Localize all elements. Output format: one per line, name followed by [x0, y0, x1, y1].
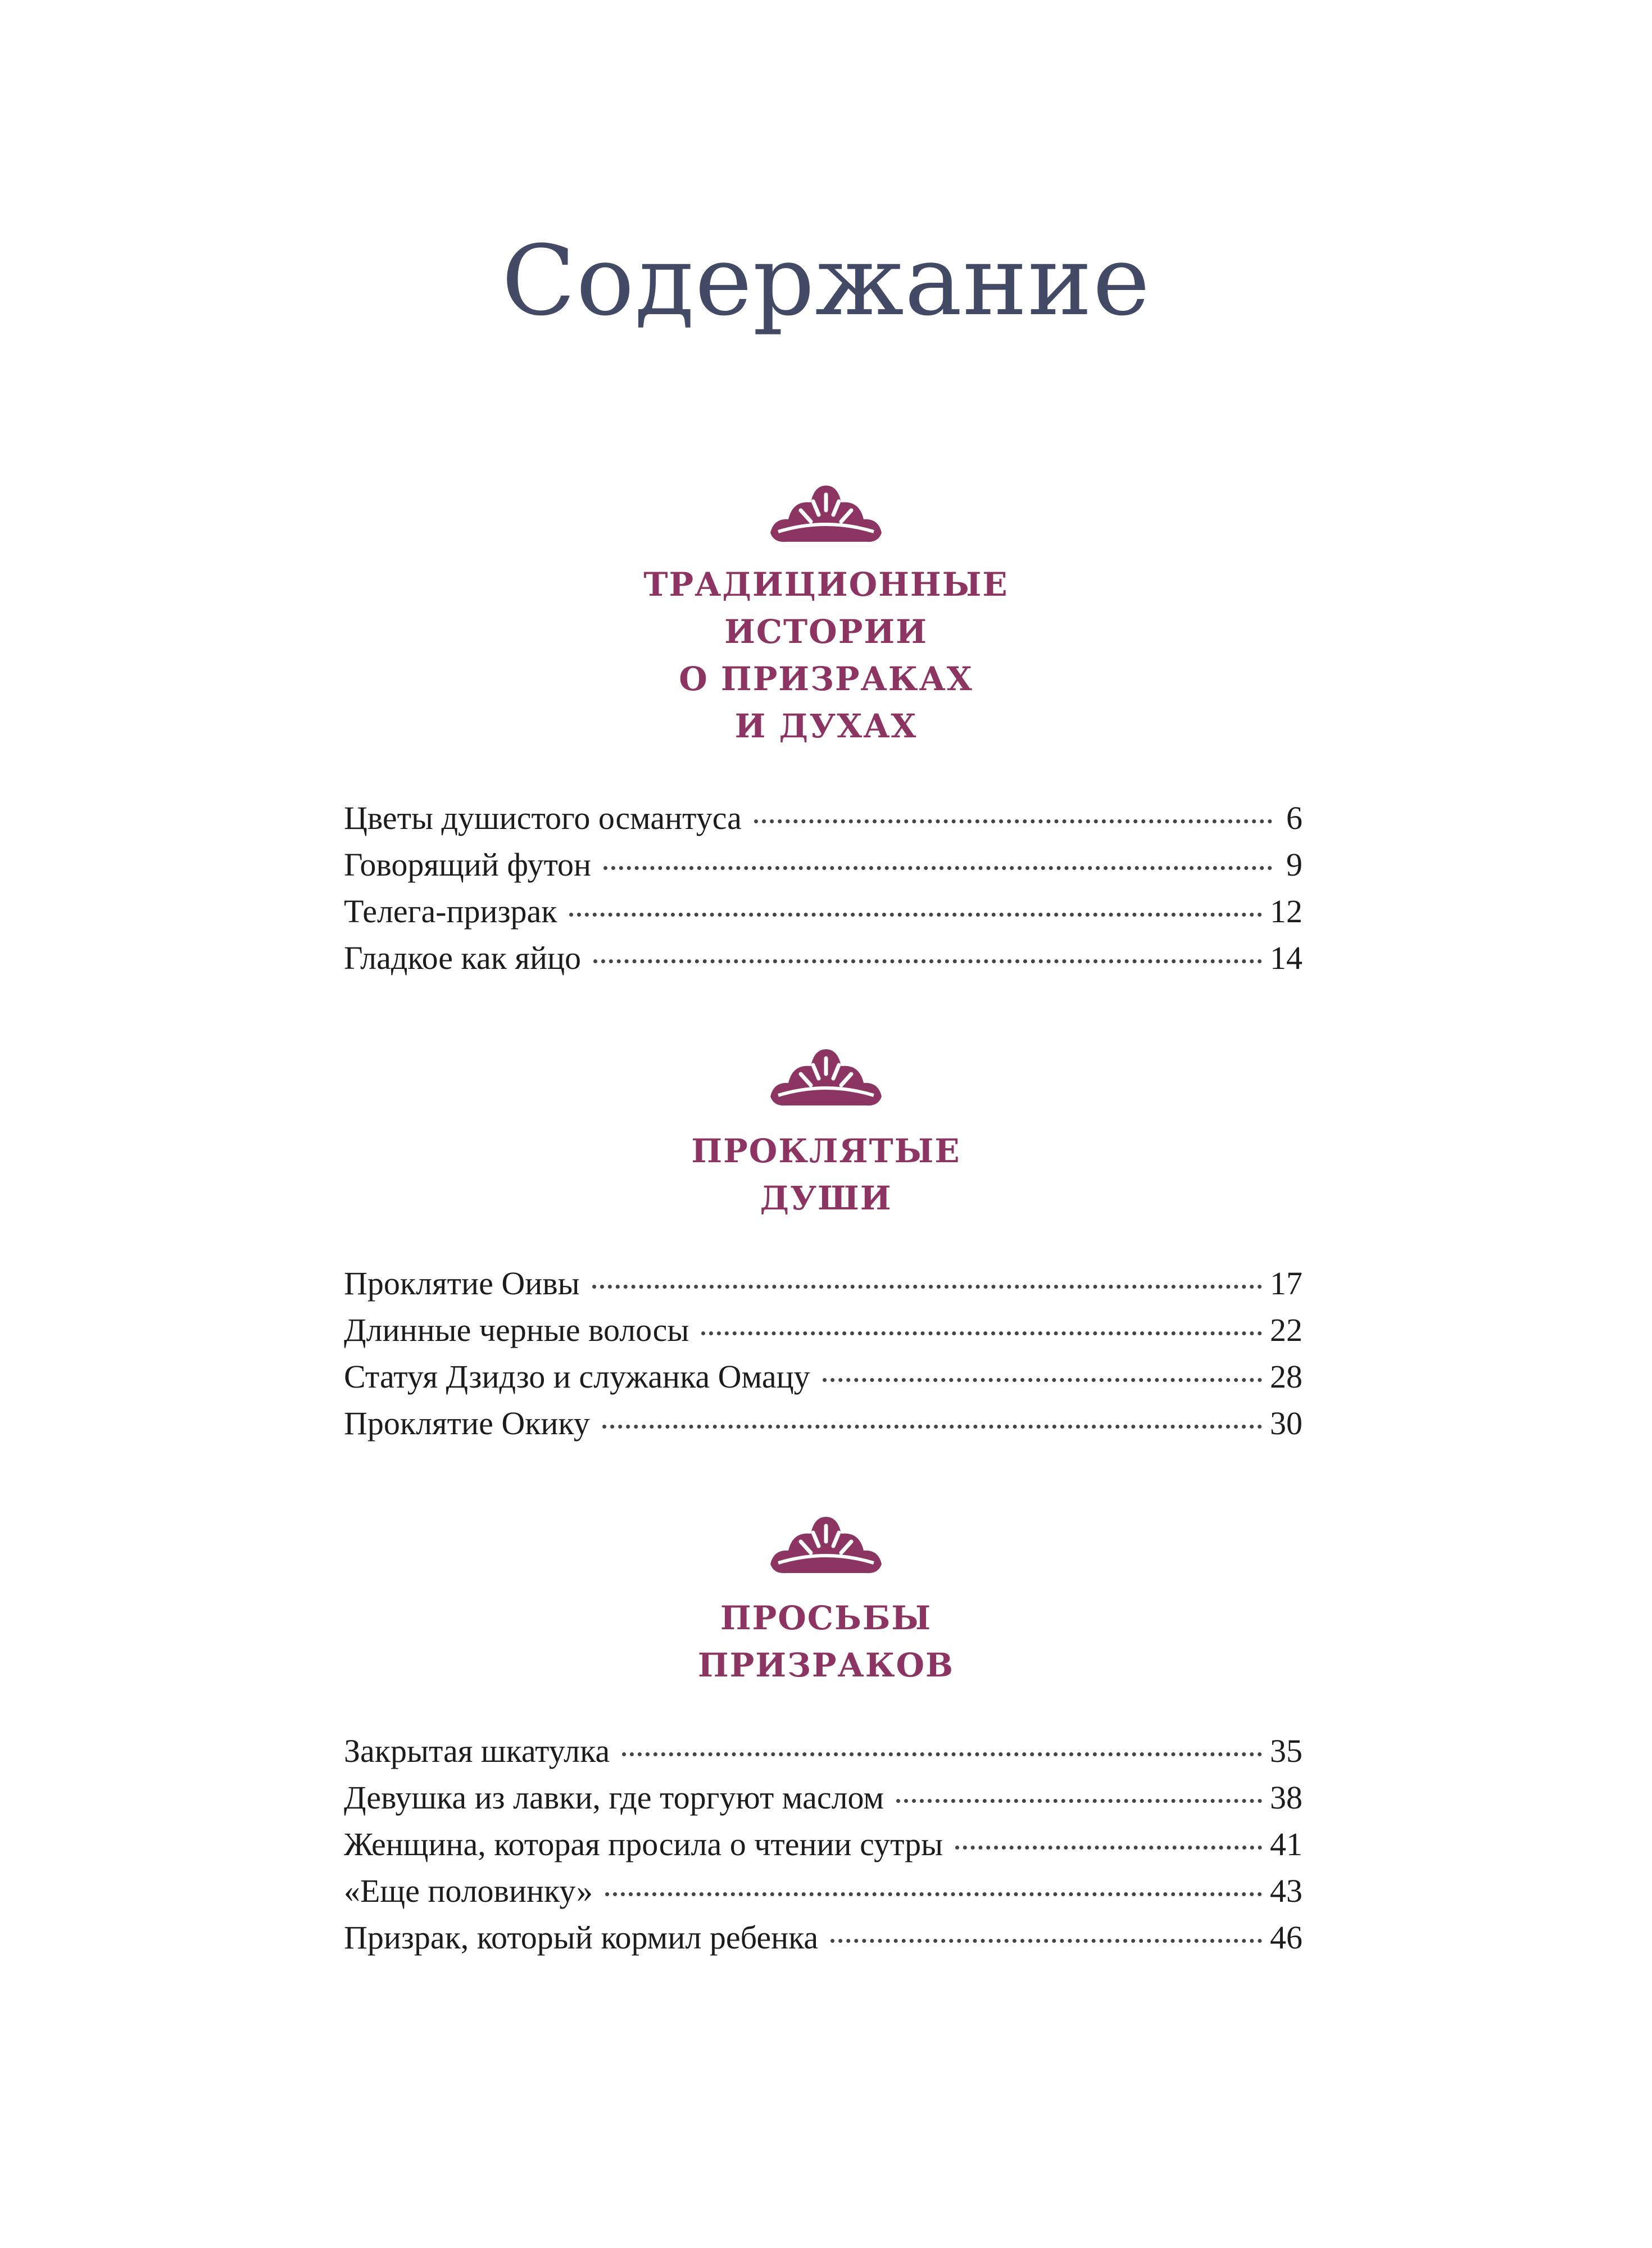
toc-entry[interactable] — [344, 846, 1302, 892]
toc-entry-page: 28 — [1270, 1358, 1302, 1395]
toc-entry-title: Говорящий футон — [344, 846, 592, 883]
toc-entry-title: Телега-призрак — [344, 893, 557, 930]
toc-entry-page: 46 — [1270, 1919, 1302, 1956]
dot-leader — [823, 1378, 1262, 1382]
fan-flower-icon — [767, 1047, 885, 1109]
dot-leader — [701, 1331, 1262, 1335]
section-heading-line: ИСТОРИИ — [724, 613, 928, 651]
section-heading-line: И ДУХАХ — [734, 707, 918, 745]
section-heading — [0, 561, 1652, 750]
toc-entry-page: 35 — [1270, 1733, 1302, 1769]
toc-entry-title: Длинные черные волосы — [344, 1312, 689, 1348]
toc-entry[interactable] — [344, 1358, 1302, 1404]
section-heading-line: ПРОКЛЯТЫЕ — [691, 1132, 961, 1170]
section-heading — [0, 1594, 1652, 1689]
toc-entry[interactable] — [344, 1265, 1302, 1311]
toc-list — [344, 799, 1302, 986]
toc-entry-page: 14 — [1270, 940, 1302, 976]
section-heading-line: О ПРИЗРАКАХ — [679, 660, 973, 698]
toc-entry-title: «Еще половинку» — [344, 1873, 593, 1909]
section-heading-line: ПРОСЬБЫ — [720, 1599, 932, 1637]
toc-entry-page: 9 — [1286, 846, 1302, 883]
toc-entry-page: 6 — [1286, 800, 1302, 836]
toc-entry-title: Призрак, который кормил ребенка — [344, 1919, 819, 1956]
dot-leader — [569, 913, 1262, 917]
toc-entry-title: Закрытая шкатулка — [344, 1733, 610, 1769]
toc-entry-page: 17 — [1270, 1265, 1302, 1302]
toc-entry[interactable] — [344, 892, 1302, 939]
dot-leader — [603, 866, 1272, 870]
dot-leader — [592, 1285, 1262, 1289]
toc-entry[interactable] — [344, 1732, 1302, 1779]
toc-entry-title: Женщина, которая просила о чтении сутры — [344, 1826, 943, 1862]
toc-entry-title: Гладкое как яйцо — [344, 940, 582, 976]
dot-leader — [754, 819, 1272, 823]
toc-entry-page: 43 — [1270, 1873, 1302, 1909]
toc-entry[interactable] — [344, 1919, 1302, 1965]
toc-entry[interactable] — [344, 1779, 1302, 1825]
toc-entry-page: 12 — [1270, 893, 1302, 930]
toc-entry-page: 41 — [1270, 1826, 1302, 1862]
dot-leader — [955, 1846, 1262, 1850]
fan-flower-icon — [767, 1515, 885, 1576]
toc-entry-title: Проклятие Оивы — [344, 1265, 580, 1302]
toc-entry[interactable] — [344, 1404, 1302, 1451]
dot-leader — [593, 959, 1262, 963]
toc-entry[interactable] — [344, 1311, 1302, 1358]
toc-entry-title: Проклятие Окику — [344, 1405, 590, 1442]
toc-entry[interactable] — [344, 1872, 1302, 1919]
dot-leader — [896, 1799, 1262, 1803]
toc-entry-title: Статуя Дзидзо и служанка Омацу — [344, 1358, 810, 1395]
section-heading-line: ДУШИ — [760, 1179, 892, 1217]
toc-entry-page: 30 — [1270, 1405, 1302, 1442]
section-heading — [0, 1127, 1652, 1222]
toc-entry[interactable] — [344, 799, 1302, 846]
page-title: Содержание — [501, 224, 1151, 337]
toc-list — [344, 1732, 1302, 1965]
toc-entry[interactable] — [344, 1825, 1302, 1872]
toc-entry-page: 22 — [1270, 1312, 1302, 1348]
fan-flower-icon — [767, 483, 885, 545]
toc-entry-page: 38 — [1270, 1779, 1302, 1816]
dot-leader — [830, 1939, 1262, 1943]
dot-leader — [605, 1892, 1262, 1896]
toc-entry-title: Девушка из лавки, где торгуют маслом — [344, 1779, 884, 1816]
dot-leader — [622, 1752, 1262, 1756]
toc-entry[interactable] — [344, 939, 1302, 986]
toc-entry-title: Цветы душистого османтуса — [344, 800, 742, 836]
section-heading-line: ПРИЗРАКОВ — [697, 1646, 955, 1684]
section-heading-line: ТРАДИЦИОННЫЕ — [643, 565, 1009, 604]
dot-leader — [602, 1425, 1262, 1429]
toc-list — [344, 1265, 1302, 1451]
